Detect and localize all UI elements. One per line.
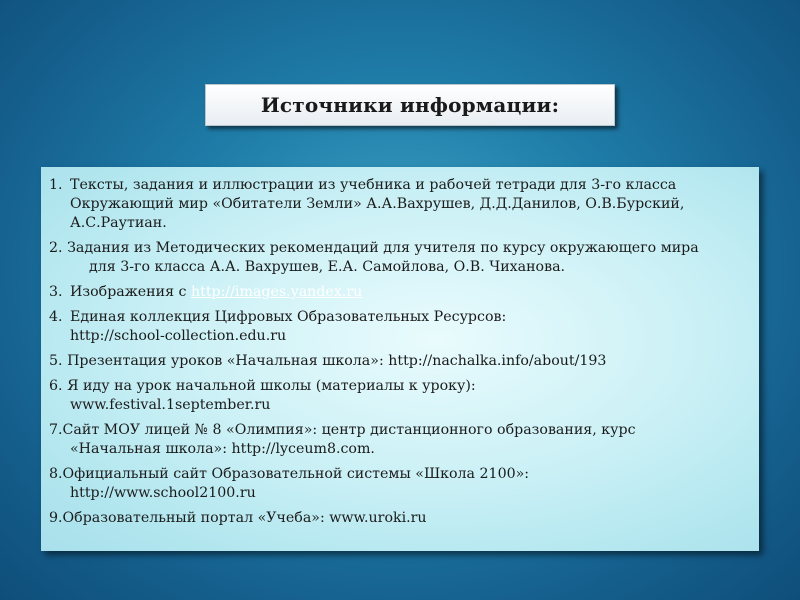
item-text: для 3-го класса А.А. Вахрушев, Е.А. Самойлова, О.В. Чиханова. <box>89 259 566 275</box>
item-text: Образовательный портал «Учеба»: www.uroki.ru <box>62 510 427 526</box>
item-text: Единая коллекция Цифровых Образовательных Ресурсов: <box>70 309 507 325</box>
item-text: Официальный сайт Образовательной системы «Школа 2100»: <box>62 466 530 482</box>
list-item <box>49 377 749 415</box>
list-item <box>49 239 749 277</box>
page-title: Источники информации: <box>260 93 560 117</box>
sources-list <box>41 167 759 551</box>
item-text: Презентация уроков «Начальная школа»: http://nachalka.info/about/193 <box>67 353 607 369</box>
item-url: www.festival.1september.ru <box>70 397 271 413</box>
list-item <box>49 283 749 302</box>
item-text: А.С.Раутиан. <box>70 215 167 231</box>
item-text: Окружающий мир «Обитатели Земли» А.А.Вахрушев, Д.Д.Данилов, О.В.Бурский, <box>70 196 685 212</box>
list-item <box>49 352 749 371</box>
item-text: Изображения с <box>70 284 192 300</box>
item-number: 1. <box>49 177 63 193</box>
item-text: Тексты, задания и иллюстрации из учебника и рабочей тетради для 3-го класса <box>70 177 677 193</box>
list-item <box>49 509 749 528</box>
item-text: Сайт МОУ лицей № 8 «Олимпия»: центр дистанционного образования, курс <box>62 422 636 438</box>
item-number: 5. <box>49 353 63 369</box>
item-number: 7. <box>49 422 63 438</box>
list-item <box>49 308 749 346</box>
item-url: http://school-collection.edu.ru <box>70 328 287 344</box>
item-text: Я иду на урок начальной школы (материалы к уроку): <box>67 378 476 394</box>
item-url: http://www.school2100.ru <box>70 485 256 501</box>
item-number: 6. <box>49 378 63 394</box>
item-number: 4. <box>49 309 63 325</box>
images-yandex-link[interactable]: http://images.yandex.ru <box>191 284 363 300</box>
item-number: 2. <box>49 240 63 256</box>
title-box <box>205 84 615 126</box>
item-number: 8. <box>49 466 63 482</box>
item-number: 3. <box>49 284 63 300</box>
list-item <box>49 421 749 459</box>
item-number: 9. <box>49 510 63 526</box>
list-item <box>49 465 749 503</box>
item-text: Задания из Методических рекомендаций для учителя по курсу окружающего мира <box>67 240 699 256</box>
list-item <box>49 176 749 233</box>
item-text: «Начальная школа»: http://lyceum8.com. <box>70 441 375 457</box>
